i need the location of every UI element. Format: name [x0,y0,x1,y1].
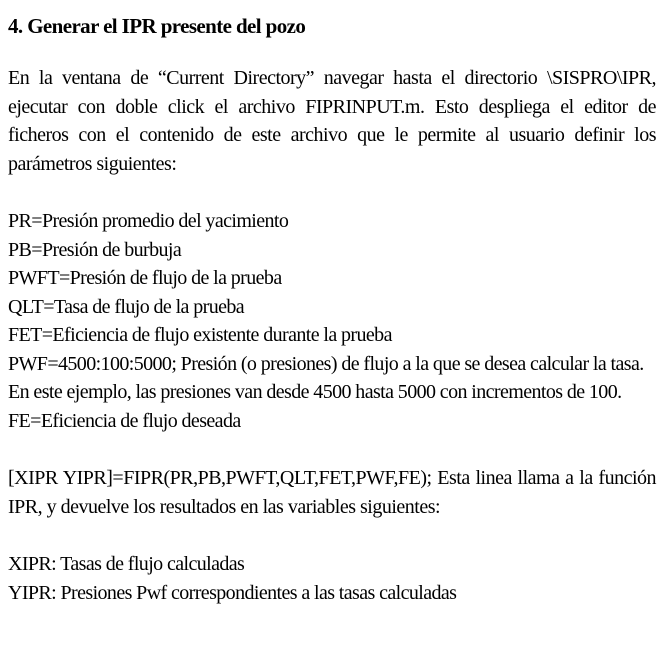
parameter-line-fet: FET=Eficiencia de flujo existente durante la prueba [8,324,392,346]
function-call-paragraph: [XIPR YIPR]=FIPR(PR,PB,PWFT,QLT,FET,PWF,FE); Esta linea llama a la función IPR, y devuelve los resultados en las variables siguientes: [8,467,656,518]
parameter-line-pwft: PWFT=Presión de flujo de la prueba [8,267,282,289]
parameter-line-pwf-example: En este ejemplo, las presiones van desde 4500 hasta 5000 con incrementos de 100. [8,381,622,403]
parameter-line-pr: PR=Presión promedio del yacimiento [8,210,289,232]
parameter-line-qlt: QLT=Tasa de flujo de la prueba [8,295,245,318]
output-list [8,550,656,607]
output-line-yipr: YIPR: Presiones Pwf correspondientes a las tasas calculadas [8,581,457,604]
document-page [8,12,656,607]
parameter-line-pwf: PWF=4500:100:5000; Presión (o presiones) de flujo a la que se desea calcular la tasa. [8,352,644,375]
section-heading: 4. Generar el IPR presente del pozo [8,14,306,38]
parameter-list [8,207,656,435]
intro-paragraph: En la ventana de “Current Directory” navegar hasta el directorio \SISPRO\IPR, ejecutar con doble click el archivo FIPRINPUT.m. Esto despliega el editor de ficheros con el contenido de este archivo que le permite al usuario definir los parámetros siguientes: [8,67,656,175]
parameter-line-pb: PB=Presión de burbuja [8,238,182,261]
parameter-line-fe: FE=Eficiencia de flujo deseada [8,409,241,432]
output-line-xipr: XIPR: Tasas de flujo calculadas [8,553,245,575]
